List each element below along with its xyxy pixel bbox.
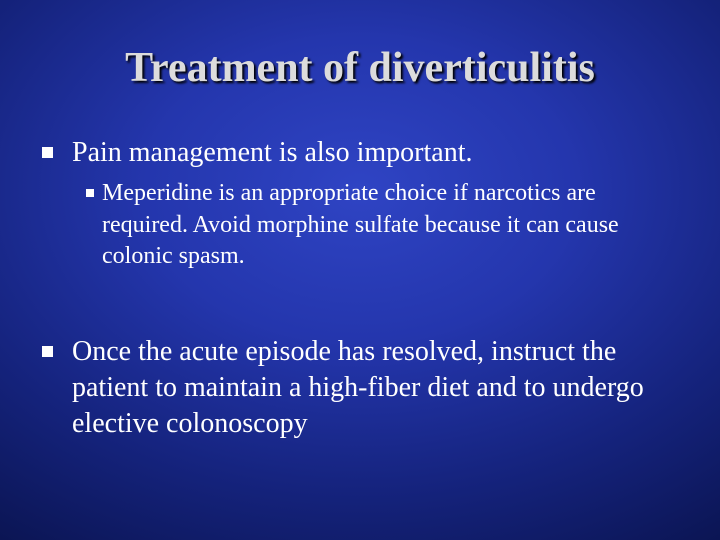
bullet-item-follow-up [42,334,682,442]
bullet-item-pain-management [42,135,682,171]
sub-bullet-item-meperidine [86,178,686,273]
bullet-text: Pain management is also important. [72,137,473,168]
slide-title: Treatment of diverticulitis [125,45,595,91]
square-bullet-icon [86,189,94,197]
sub-bullet-text: Meperidine is an appropriate choice if narcotics are required. Avoid morphine sulfate because it can cause colonic spasm. [102,180,619,269]
square-bullet-icon [42,346,53,357]
square-bullet-icon [42,147,53,158]
bullet-text: Once the acute episode has resolved, instruct the patient to maintain a high-fiber diet and to undergo elective colonoscopy [72,336,644,439]
